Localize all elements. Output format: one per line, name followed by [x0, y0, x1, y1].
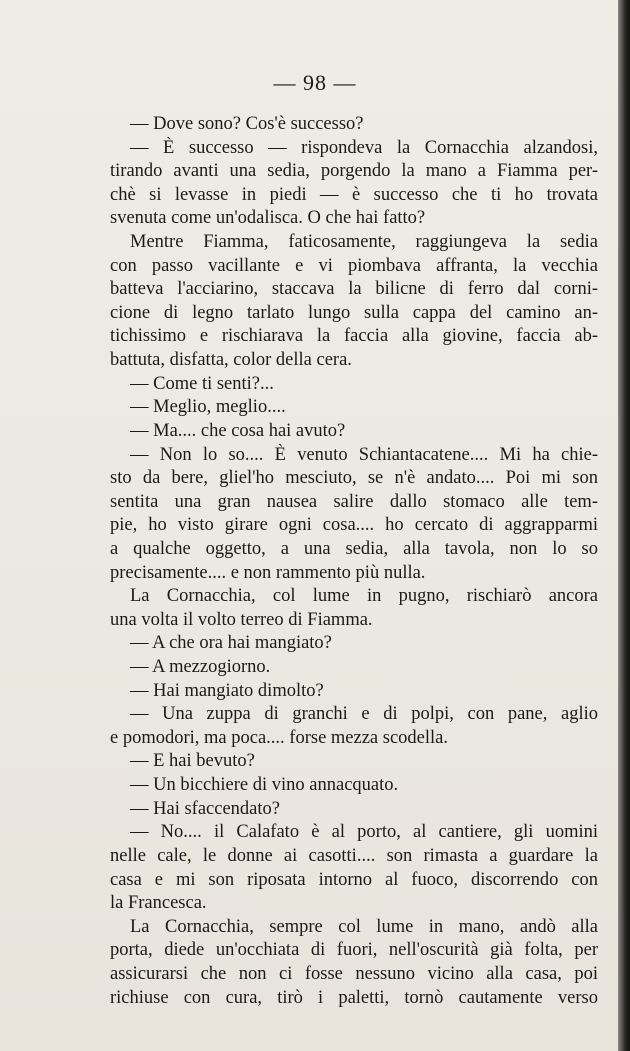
text-line: — Non lo so.... È venuto Schiantacatene.... Mi ha chie-	[130, 444, 598, 465]
text-line: una volta il volto terreo di Fiamma.	[110, 609, 373, 630]
text-line: svenuta come un'odalisca. O che hai fatto?	[110, 208, 426, 229]
text-line: pie, ho visto girare ogni cosa.... ho cercato di aggrapparmi	[110, 515, 598, 536]
text-line: precisamente.... e non rammento più nulla.	[110, 562, 426, 583]
text-line: e pomodori, ma poca.... forse mezza scodella.	[110, 727, 449, 748]
text-line: — Meglio, meglio....	[130, 397, 286, 418]
text-line: sto da bere, gliel'ho mesciuto, se n'è andato.... Poi mi son	[110, 468, 598, 489]
text-line: — Un bicchiere di vino annacquato.	[130, 775, 399, 796]
text-line: — A mezzogiorno.	[130, 657, 271, 678]
text-line: — E hai bevuto?	[130, 751, 255, 772]
text-line: sentita una gran nausea salire dallo stomaco alle tem-	[110, 491, 598, 512]
text-line: batteva l'acciarino, staccava la bilicne di ferro dal corni-	[110, 279, 598, 300]
text-line: — Dove sono? Cos'è successo?	[130, 114, 364, 134]
text-line: battuta, disfatta, color della cera.	[110, 350, 352, 371]
text-line: — Una zuppa di granchi e di polpi, con pane, aglio	[130, 704, 598, 725]
text-line: Mentre Fiamma, faticosamente, raggiungeva la sedia	[130, 232, 598, 253]
text-line: La Cornacchia, col lume in pugno, rischiarò ancora	[130, 586, 598, 607]
text-line: — A che ora hai mangiato?	[130, 633, 332, 654]
text-line: porta, diede un'occhiata di fuori, nell'oscurità già folta, per	[110, 940, 598, 961]
text-line: tichissimo e rischiarava la faccia alla giovine, faccia ab-	[110, 326, 598, 347]
page-number: — 98 —	[273, 70, 357, 95]
text-line: — Hai sfaccendato?	[130, 798, 280, 819]
text-line: — Ma.... che cosa hai avuto?	[130, 420, 346, 441]
text-line: — Come ti senti?...	[130, 373, 274, 394]
text-line: chè si levasse in piedi — è successo che ti ho trovata	[110, 184, 598, 205]
text-line: cione di legno tarlato lungo sulla cappa del camino an-	[110, 302, 598, 323]
text-line: la Francesca.	[110, 893, 207, 914]
text-line: casa e mi son riposata intorno al fuoco, discorrendo con	[110, 869, 598, 890]
text-line: richiuse con cura, tirò i paletti, tornò cautamente verso	[110, 987, 598, 1008]
text-line: con passo vacillante e vi piombava affranta, la vecchia	[110, 255, 598, 276]
text-line: La Cornacchia, sempre col lume in mano, andò alla	[130, 916, 598, 937]
text-line: a qualche oggetto, a una sedia, alla tavola, non lo so	[110, 538, 598, 559]
text-line: tirando avanti una sedia, porgendo la mano a Fiamma per-	[110, 161, 598, 182]
book-spine-edge	[618, 0, 630, 1051]
text-line: — Hai mangiato dimolto?	[130, 680, 324, 701]
text-line: nelle cale, le donne ai casotti.... son rimasta a guardare la	[110, 845, 598, 866]
text-body	[110, 113, 598, 1010]
text-line: — No.... il Calafato è al porto, al cantiere, gli uomini	[130, 822, 598, 843]
text-line: assicurarsi che non ci fosse nessuno vicino alla casa, poi	[110, 963, 598, 984]
text-line: — È successo — rispondeva la Cornacchia alzandosi,	[130, 137, 598, 158]
